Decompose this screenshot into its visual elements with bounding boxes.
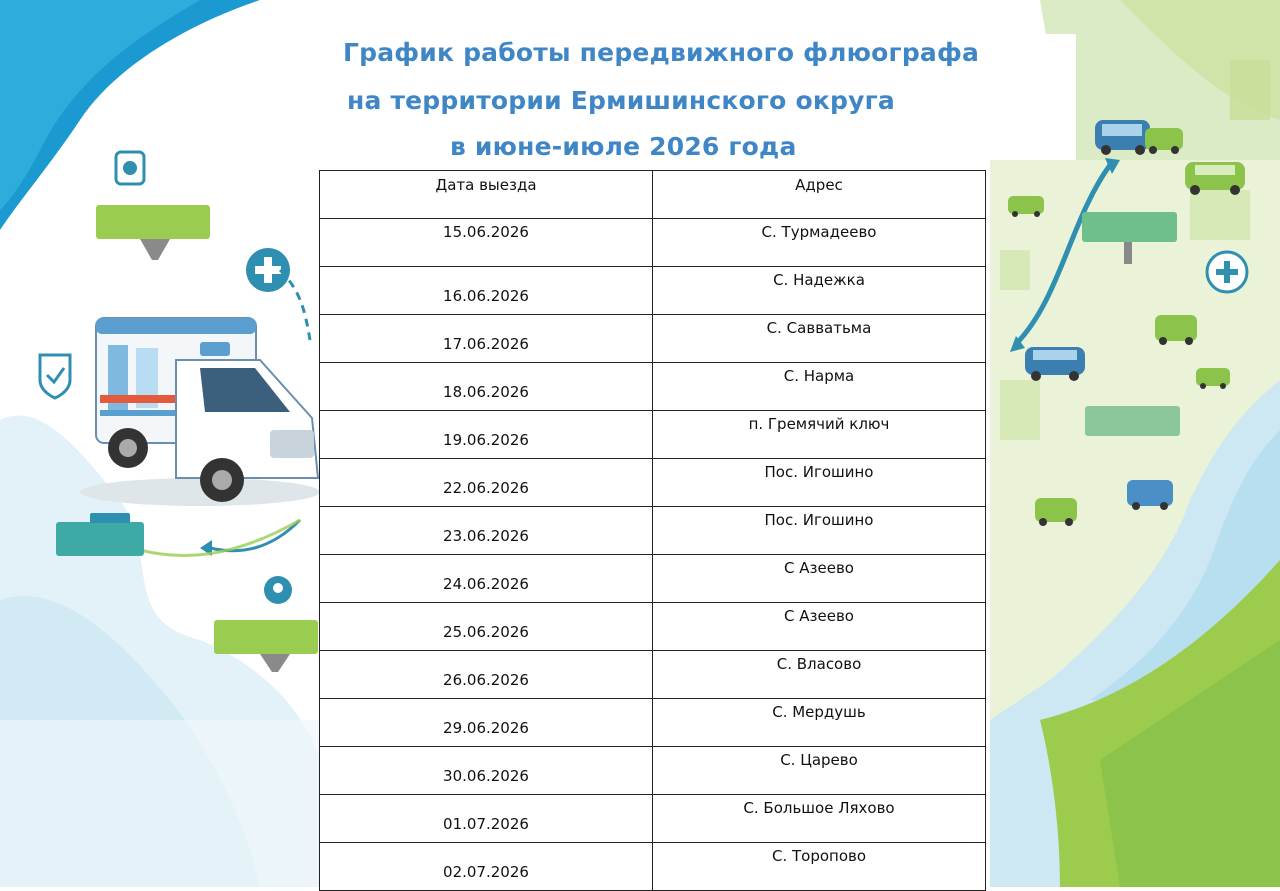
column-header-date: Дата выезда — [320, 171, 653, 219]
car-icon — [1155, 315, 1197, 345]
table-row — [320, 459, 986, 507]
date-cell: 23.06.2026 — [320, 507, 653, 555]
address-cell: С. Савватьма — [653, 315, 986, 363]
date-cell: 16.06.2026 — [320, 267, 653, 315]
address-cell: С Азеево — [653, 603, 986, 651]
address-cell: С Азеево — [653, 555, 986, 603]
car-icon — [1127, 480, 1173, 510]
date-cell: 02.07.2026 — [320, 843, 653, 891]
date-cell: 22.06.2026 — [320, 459, 653, 507]
date-cell: 01.07.2026 — [320, 795, 653, 843]
table-row — [320, 651, 986, 699]
schedule-title — [240, 30, 1040, 170]
route-arrow — [210, 520, 300, 551]
table-row — [320, 507, 986, 555]
sign-board — [96, 205, 210, 260]
date-cell: 30.06.2026 — [320, 747, 653, 795]
shield-icon — [40, 355, 70, 398]
mobile-xray-truck-illustration — [80, 318, 320, 506]
sign-board — [1082, 212, 1177, 242]
car-icon — [1008, 196, 1044, 217]
table-row — [320, 747, 986, 795]
title-line-3: в июне-июле 2026 года — [450, 132, 797, 161]
shield-icon — [116, 152, 144, 184]
date-cell: 29.06.2026 — [320, 699, 653, 747]
date-cell: 25.06.2026 — [320, 603, 653, 651]
date-cell: 19.06.2026 — [320, 411, 653, 459]
table-header-row — [320, 171, 986, 219]
address-cell: п. Гремячий ключ — [653, 411, 986, 459]
table-row — [320, 555, 986, 603]
address-cell: С. Царево — [653, 747, 986, 795]
address-cell: С. Надежка — [653, 267, 986, 315]
table-row — [320, 795, 986, 843]
location-pin-icon — [264, 576, 292, 604]
address-cell: С. Власово — [653, 651, 986, 699]
date-cell: 26.06.2026 — [320, 651, 653, 699]
table-row — [320, 363, 986, 411]
table-row — [320, 315, 986, 363]
date-cell: 24.06.2026 — [320, 555, 653, 603]
title-line-2: на территории Ермишинского округа — [347, 86, 895, 115]
address-cell: С. Большое Ляхово — [653, 795, 986, 843]
address-cell: Пос. Игошино — [653, 459, 986, 507]
table-row — [320, 219, 986, 267]
address-cell: С. Мердушь — [653, 699, 986, 747]
car-icon — [1035, 498, 1077, 526]
table-row — [320, 603, 986, 651]
date-cell: 15.06.2026 — [320, 219, 653, 267]
sign-board — [1085, 406, 1180, 436]
title-line-1: График работы передвижного флюографа — [343, 38, 980, 67]
table-row — [320, 843, 986, 891]
table-row — [320, 411, 986, 459]
date-cell: 17.06.2026 — [320, 315, 653, 363]
medical-cross-icon — [246, 248, 290, 292]
address-cell: С. Нарма — [653, 363, 986, 411]
date-cell: 18.06.2026 — [320, 363, 653, 411]
address-cell: С. Турмадеево — [653, 219, 986, 267]
schedule-table — [319, 170, 986, 891]
car-icon — [1196, 368, 1230, 389]
table-row — [320, 267, 986, 315]
column-header-address: Адрес — [653, 171, 986, 219]
car-icon — [1095, 120, 1150, 155]
medical-cross-icon — [1207, 252, 1247, 292]
table-row — [320, 699, 986, 747]
address-cell: Пос. Игошино — [653, 507, 986, 555]
address-cell: С. Торопово — [653, 843, 986, 891]
